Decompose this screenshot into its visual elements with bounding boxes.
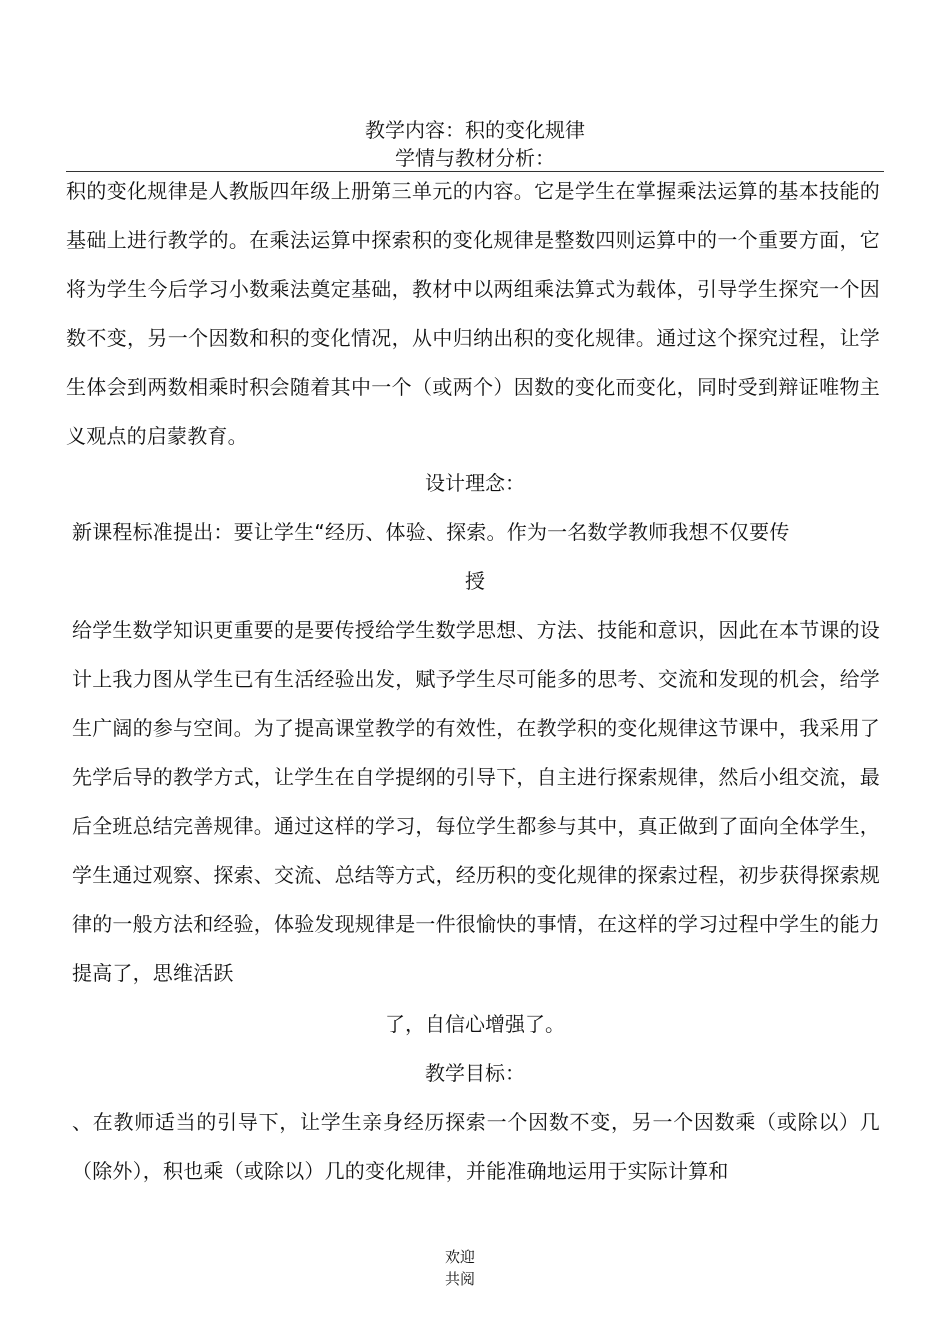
page-title: 教学内容：积的变化规律 xyxy=(365,118,585,142)
footer-line-1: 欢迎 xyxy=(444,1248,475,1266)
design-paragraph-ending: 了，自信心增强了。 xyxy=(385,1012,565,1036)
section-heading-goals: 教学目标： xyxy=(425,1061,525,1085)
section-heading-analysis: 学情与教材分析： xyxy=(395,146,555,170)
goals-paragraph: 、在教师适当的引导下，让学生亲身经历探索一个因数不变，另一个因数乘（或除以）几（除外），积也乘（或除以）几的变化规律，并能准确地运用于实际计算和 xyxy=(72,1110,880,1183)
design-intro-line: 新课程标准提出：要让学生“经历、体验、探索。作为一名数学教师我想不仅要传 xyxy=(72,520,790,544)
section-heading-design: 设计理念： xyxy=(425,471,525,495)
analysis-paragraph: 积的变化规律是人教版四年级上册第三单元的内容。它是学生在掌握乘法运算的基本技能的基础上进行教学的。在乘法运算中探索积的变化规律是整数四则运算中的一个重要方面，它将为学生今后学习小数乘法奠定基础，教材中以两组乘法算式为载体，引导学生探究一个因数不变，另一个因数和积的变化情况，从中归纳出积的变化规律。通过这个探究过程，让学生体会到两数相乘时积会随着其中一个（或两个）因数的变化而变化，同时受到辩证唯物主义观点的启蒙教育。 xyxy=(66,179,880,448)
footer-line-2: 共阅 xyxy=(444,1270,475,1288)
design-intro-continuation: 授 xyxy=(465,569,485,593)
design-paragraph: 给学生数学知识更重要的是要传授给学生数学思想、方法、技能和意识，因此在本节课的设计上我力图从学生已有生活经验出发，赋予学生尽可能多的思考、交流和发现的机会，给学生广阔的参与空间。为了提高课堂教学的有效性，在教学积的变化规律这节课中，我采用了先学后导的教学方式，让学生在自学提纲的引导下，自主进行探索规律，然后小组交流，最后全班总结完善规律。通过这样的学习，每位学生都参与其中，真正做到了面向全体学生，学生通过观察、探索、交流、总结等方式，经历积的变化规律的探索过程，初步获得探索规律的一般方法和经验，体验发现规律是一件很愉快的事情，在这样的学习过程中学生的能力提高了，思维活跃 xyxy=(72,618,880,985)
